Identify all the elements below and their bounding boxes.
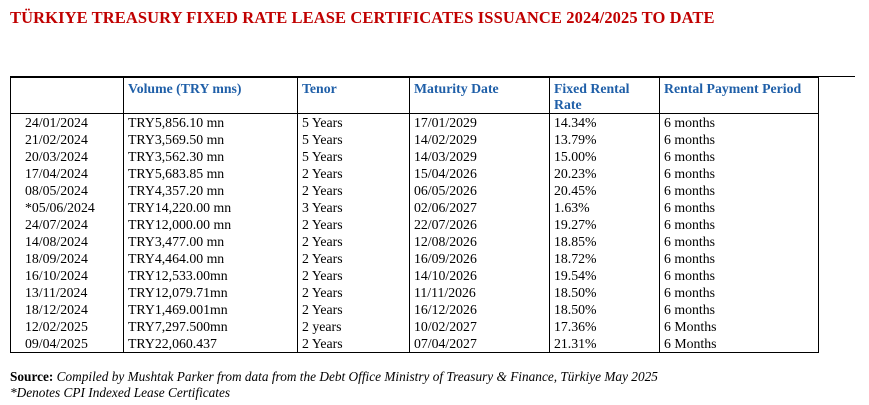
issuance-table: [10, 77, 819, 353]
cell-fixed-rental-rate: 17.36%: [550, 318, 660, 335]
cell-fixed-rental-rate: 13.79%: [550, 131, 660, 148]
cell-maturity-date: 14/10/2026: [410, 267, 550, 284]
page-title: TÜRKIYE TREASURY FIXED RATE LEASE CERTIFICATES ISSUANCE 2024/2025 TO DATE: [10, 8, 715, 27]
cell-fixed-rental-rate: 18.50%: [550, 284, 660, 301]
cell-date: 14/08/2024: [11, 233, 124, 250]
cell-date: 21/02/2024: [11, 131, 124, 148]
source-note: [10, 369, 658, 385]
cell-tenor: 2 Years: [298, 250, 410, 267]
cell-volume: TRY7,297.500mn: [124, 318, 298, 335]
column-header-date: [11, 78, 124, 114]
cell-rental-payment-period: 6 Months: [660, 335, 819, 353]
table-row: [11, 216, 819, 233]
table-row: [11, 284, 819, 301]
cell-rental-payment-period: 6 months: [660, 284, 819, 301]
table-row: [11, 301, 819, 318]
cell-fixed-rental-rate: 18.72%: [550, 250, 660, 267]
column-header-volume: Volume (TRY mns): [124, 78, 298, 114]
cell-fixed-rental-rate: 18.85%: [550, 233, 660, 250]
cell-tenor: 2 Years: [298, 335, 410, 353]
column-header-rental-payment-period: Rental Payment Period: [660, 78, 819, 114]
cell-volume: TRY22,060.437: [124, 335, 298, 353]
cell-date: 09/04/2025: [11, 335, 124, 353]
cell-rental-payment-period: 6 months: [660, 233, 819, 250]
cell-tenor: 2 Years: [298, 233, 410, 250]
cell-tenor: 5 Years: [298, 131, 410, 148]
cell-maturity-date: 06/05/2026: [410, 182, 550, 199]
cell-maturity-date: 02/06/2027: [410, 199, 550, 216]
cell-fixed-rental-rate: 20.23%: [550, 165, 660, 182]
cell-volume: TRY4,464.00 mn: [124, 250, 298, 267]
cell-volume: TRY12,533.00mn: [124, 267, 298, 284]
table-row: [11, 267, 819, 284]
cell-maturity-date: 12/08/2026: [410, 233, 550, 250]
cell-maturity-date: 22/07/2026: [410, 216, 550, 233]
cell-tenor: 2 Years: [298, 267, 410, 284]
cell-date: 13/11/2024: [11, 284, 124, 301]
cell-maturity-date: 07/04/2027: [410, 335, 550, 353]
cell-fixed-rental-rate: 1.63%: [550, 199, 660, 216]
cell-volume: TRY3,569.50 mn: [124, 131, 298, 148]
cell-tenor: 2 Years: [298, 182, 410, 199]
cell-rental-payment-period: 6 months: [660, 267, 819, 284]
cell-date: 12/02/2025: [11, 318, 124, 335]
cell-fixed-rental-rate: 19.54%: [550, 267, 660, 284]
table-row: [11, 250, 819, 267]
cell-tenor: 2 Years: [298, 301, 410, 318]
cell-fixed-rental-rate: 15.00%: [550, 148, 660, 165]
cell-tenor: 2 Years: [298, 165, 410, 182]
cell-rental-payment-period: 6 months: [660, 131, 819, 148]
cell-rental-payment-period: 6 months: [660, 182, 819, 199]
cell-fixed-rental-rate: 18.50%: [550, 301, 660, 318]
cell-date: 17/04/2024: [11, 165, 124, 182]
cell-maturity-date: 16/09/2026: [410, 250, 550, 267]
cell-date: 18/12/2024: [11, 301, 124, 318]
table-header-row: [11, 78, 819, 114]
table-row: [11, 233, 819, 250]
cell-date: 24/07/2024: [11, 216, 124, 233]
cell-maturity-date: 16/12/2026: [410, 301, 550, 318]
cell-volume: TRY3,562.30 mn: [124, 148, 298, 165]
cell-volume: TRY3,477.00 mn: [124, 233, 298, 250]
cell-tenor: 2 years: [298, 318, 410, 335]
cell-date: 18/09/2024: [11, 250, 124, 267]
cell-rental-payment-period: 6 months: [660, 216, 819, 233]
source-label: Source:: [10, 369, 54, 384]
cell-date: *05/06/2024: [11, 199, 124, 216]
cell-maturity-date: 14/03/2029: [410, 148, 550, 165]
cell-volume: TRY12,000.00 mn: [124, 216, 298, 233]
cell-rental-payment-period: 6 months: [660, 148, 819, 165]
cell-volume: TRY1,469.001mn: [124, 301, 298, 318]
source-text: Compiled by Mushtak Parker from data from the Debt Office Ministry of Treasury & Finance, Türkiye May 2025: [53, 369, 658, 384]
column-header-tenor: Tenor: [298, 78, 410, 114]
cell-tenor: 3 Years: [298, 199, 410, 216]
cell-fixed-rental-rate: 20.45%: [550, 182, 660, 199]
cell-fixed-rental-rate: 21.31%: [550, 335, 660, 353]
cell-volume: TRY14,220.00 mn: [124, 199, 298, 216]
column-header-maturity-date: Maturity Date: [410, 78, 550, 114]
table-row: [11, 318, 819, 335]
cell-fixed-rental-rate: 14.34%: [550, 114, 660, 132]
cell-maturity-date: 17/01/2029: [410, 114, 550, 132]
cpi-footnote: *Denotes CPI Indexed Lease Certificates: [10, 385, 231, 400]
cell-volume: TRY12,079.71mn: [124, 284, 298, 301]
table-row: [11, 199, 819, 216]
cell-rental-payment-period: 6 months: [660, 165, 819, 182]
cell-volume: TRY4,357.20 mn: [124, 182, 298, 199]
cell-rental-payment-period: 6 months: [660, 301, 819, 318]
cell-volume: TRY5,683.85 mn: [124, 165, 298, 182]
cell-rental-payment-period: 6 months: [660, 250, 819, 267]
cell-maturity-date: 10/02/2027: [410, 318, 550, 335]
table-row: [11, 165, 819, 182]
cell-rental-payment-period: 6 months: [660, 199, 819, 216]
cell-date: 24/01/2024: [11, 114, 124, 132]
table-row: [11, 182, 819, 199]
cell-date: 20/03/2024: [11, 148, 124, 165]
cell-date: 08/05/2024: [11, 182, 124, 199]
cell-date: 16/10/2024: [11, 267, 124, 284]
cell-maturity-date: 14/02/2029: [410, 131, 550, 148]
table-body: [11, 114, 819, 353]
cell-rental-payment-period: 6 months: [660, 114, 819, 132]
cell-maturity-date: 11/11/2026: [410, 284, 550, 301]
cell-volume: TRY5,856.10 mn: [124, 114, 298, 132]
table-row: [11, 114, 819, 132]
cell-maturity-date: 15/04/2026: [410, 165, 550, 182]
cell-rental-payment-period: 6 Months: [660, 318, 819, 335]
cell-tenor: 5 Years: [298, 114, 410, 132]
cell-tenor: 2 Years: [298, 284, 410, 301]
table-row: [11, 335, 819, 353]
table-row: [11, 148, 819, 165]
table-row: [11, 131, 819, 148]
cell-fixed-rental-rate: 19.27%: [550, 216, 660, 233]
cell-tenor: 2 Years: [298, 216, 410, 233]
cell-tenor: 5 Years: [298, 148, 410, 165]
column-header-fixed-rental-rate: Fixed Rental Rate: [550, 78, 660, 114]
